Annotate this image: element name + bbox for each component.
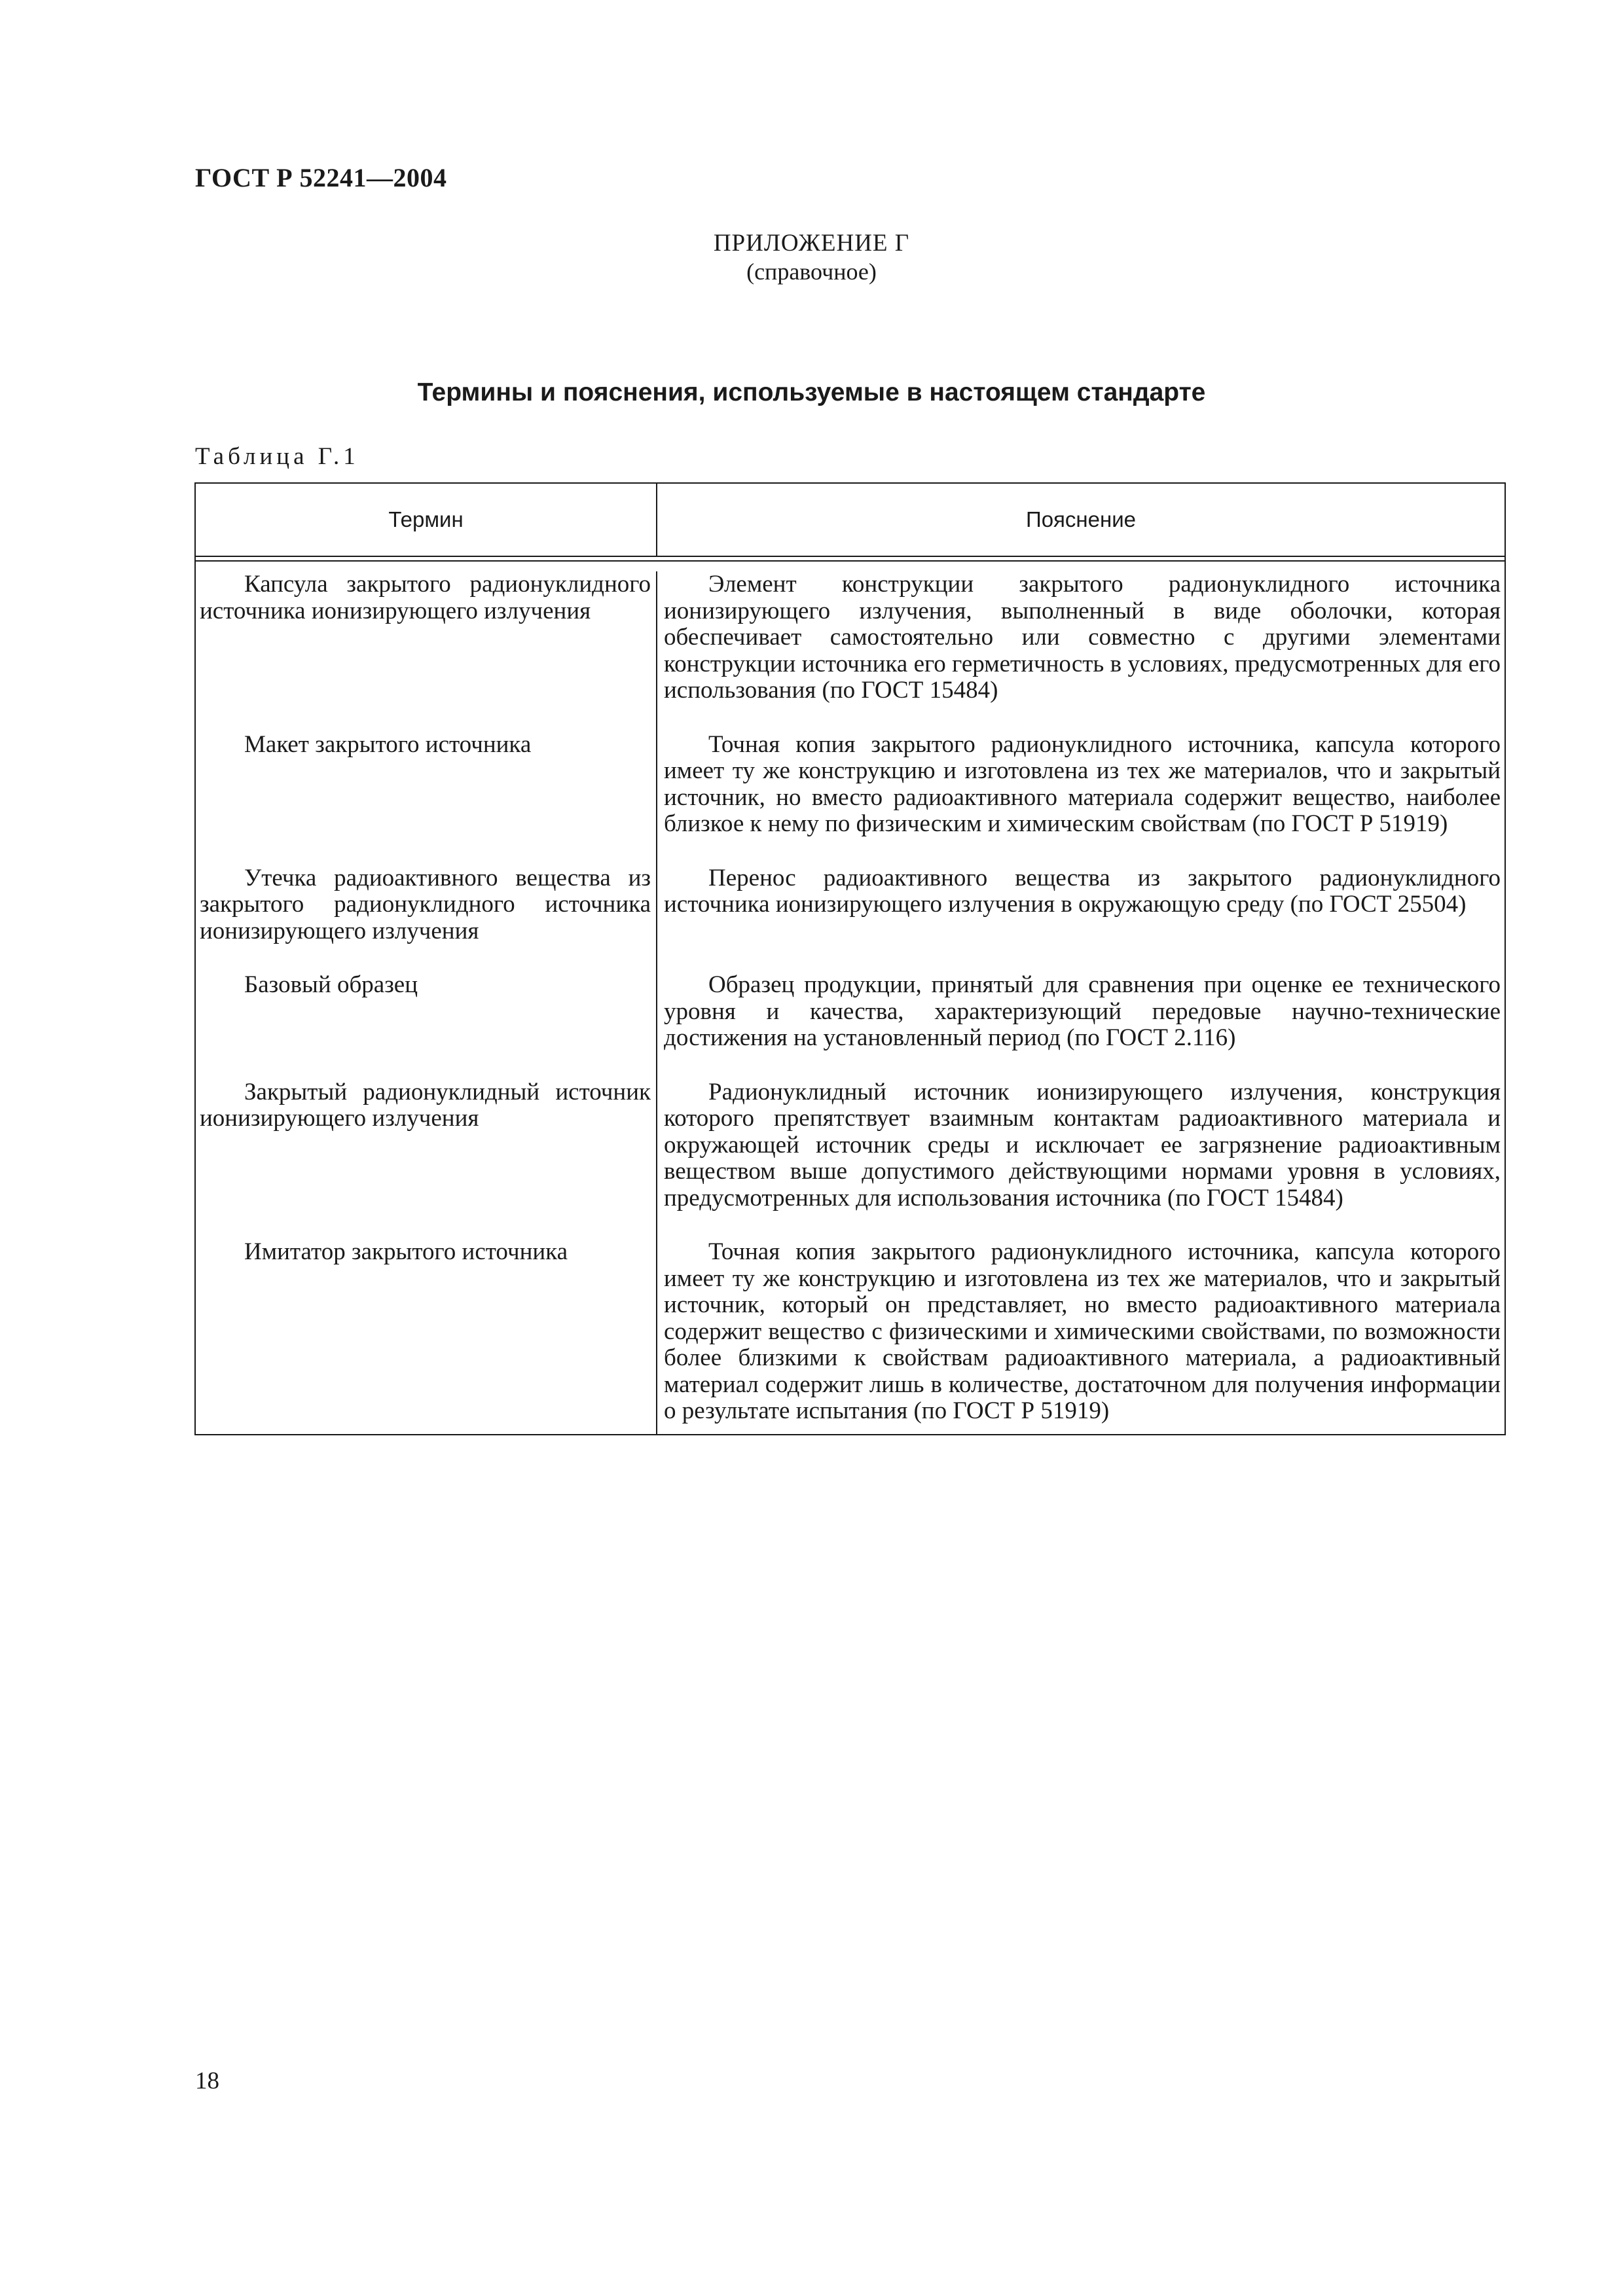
table-row bbox=[196, 972, 1504, 1079]
section-title: Термины и пояснения, используемые в настоящем стандарте bbox=[417, 378, 1206, 406]
table-header bbox=[196, 484, 1504, 557]
term-cell: Закрытый радионуклидный источник ионизирующего излучения bbox=[196, 1079, 657, 1240]
table-row bbox=[196, 732, 1504, 865]
header-explanation: Пояснение bbox=[1025, 507, 1137, 531]
document-code: ГОСТ Р 52241—2004 bbox=[195, 163, 447, 192]
table-row bbox=[196, 1079, 1504, 1240]
appendix-title: ПРИЛОЖЕНИЕ Г bbox=[713, 230, 910, 257]
table-row bbox=[196, 865, 1504, 973]
table-row bbox=[196, 571, 1504, 732]
header-term: Термин bbox=[196, 484, 657, 556]
explanation-cell: Элемент конструкции закрытого радионуклидного источника ионизирующего излучения, выполненный в виде оболочки, которая обеспечивает самостоятельно или совместно с другими элементами конструкции источника его герметичность в условиях, предусмотренных для его использования (по ГОСТ 15484) bbox=[664, 571, 1501, 704]
table-body bbox=[196, 557, 1504, 1434]
term-cell: Макет закрытого источника bbox=[196, 732, 657, 865]
explanation-cell: Образец продукции, принятый для сравнения при оценке ее технического уровня и качества, характеризующий передовые научно-технические достижения на установленный период (по ГОСТ 2.116) bbox=[664, 971, 1501, 1051]
explanation-cell: Радионуклидный источник ионизирующего излучения, конструкция которого препятствует взаимным контактам радиоактивного материала и окружающей источник среды и исключает ее загрязнение радиоактивным веществом выше допустимого действующими нормами уровня в условиях, предусмотренных для использования источника (по ГОСТ 15484) bbox=[664, 1078, 1501, 1211]
table-row bbox=[196, 1239, 1504, 1434]
page-number: 18 bbox=[195, 2068, 219, 2094]
explanation-cell: Точная копия закрытого радионуклидного источника, капсула которого имеет ту же конструкцию и изготовлена из тех же материалов, что и закрытый источник, который он представляет, но вместо радиоактивного материала содержит вещество с физическими и химическими свойствами, по возможности более близкими к свойствам радиоактивного материала, а радиоактивный материал содержит лишь в количестве, достаточном для получения информации о результате испытания (по ГОСТ Р 51919) bbox=[664, 1238, 1501, 1424]
appendix-note: (справочное) bbox=[746, 259, 877, 285]
term-cell: Базовый образец bbox=[196, 972, 657, 1079]
table-caption: Таблица Г.1 bbox=[195, 443, 359, 470]
term-cell: Утечка радиоактивного вещества из закрытого радионуклидного источника ионизирующего излучения bbox=[196, 865, 657, 973]
explanation-cell: Перенос радиоактивного вещества из закрытого радионуклидного источника ионизирующего излучения в окружающую среду (по ГОСТ 25504) bbox=[664, 864, 1501, 918]
term-cell: Капсула закрытого радионуклидного источника ионизирующего излучения bbox=[196, 571, 657, 732]
explanation-cell: Точная копия закрытого радионуклидного источника, капсула которого имеет ту же конструкцию и изготовлена из тех же материалов, что и закрытый источник, но вместо радиоактивного материала содержит вещество, наиболее близкое к нему по физическим и химическим свойствам (по ГОСТ Р 51919) bbox=[664, 730, 1501, 837]
terms-table bbox=[194, 482, 1506, 1435]
term-cell: Имитатор закрытого источника bbox=[196, 1239, 657, 1434]
